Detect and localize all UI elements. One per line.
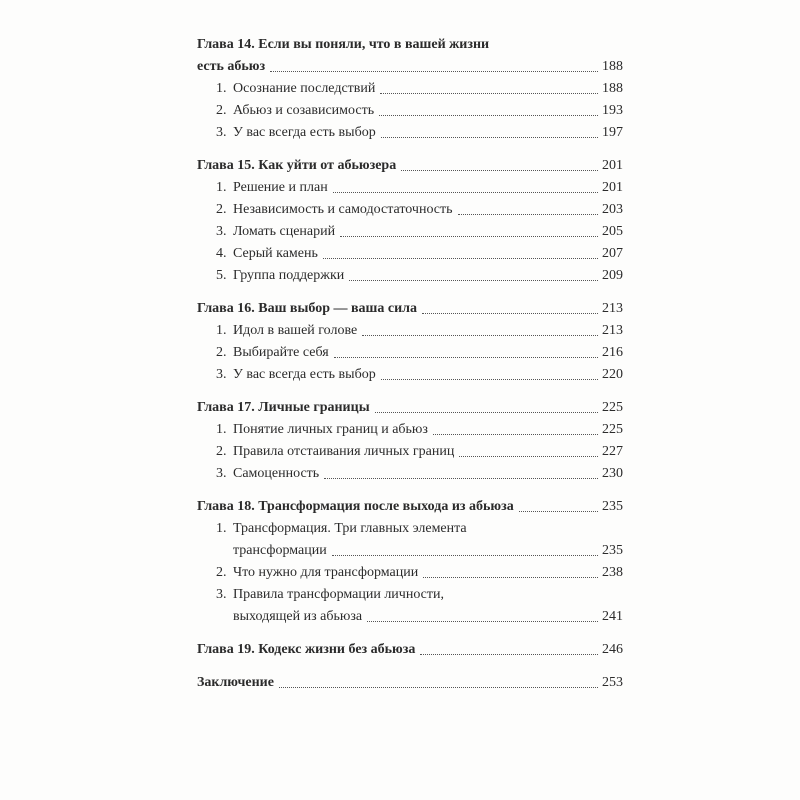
item-label: Идол в вашей голове bbox=[233, 323, 358, 338]
table-of-contents bbox=[197, 34, 623, 705]
toc-item bbox=[197, 243, 623, 265]
toc-item bbox=[197, 100, 623, 122]
page-number: 220 bbox=[602, 367, 623, 382]
toc-item bbox=[197, 419, 623, 441]
item-number: 1. bbox=[216, 521, 227, 536]
page-number: 235 bbox=[602, 499, 623, 514]
item-label: Ломать сценарий bbox=[233, 224, 336, 239]
item-number: 2. bbox=[216, 565, 227, 580]
chapter-title: Глава 16. Ваш выбор — ваша сила bbox=[197, 301, 418, 316]
item-number: 2. bbox=[216, 202, 227, 217]
chapter-title: Глава 15. Как уйти от абьюзера bbox=[197, 158, 397, 173]
page-number: 227 bbox=[602, 444, 623, 459]
page-number: 193 bbox=[602, 103, 623, 118]
page-number: 230 bbox=[602, 466, 623, 481]
dot-leader bbox=[340, 236, 598, 237]
item-label: Осознание последствий bbox=[233, 81, 376, 96]
toc-chapter-17 bbox=[197, 397, 623, 485]
chapter-title: Глава 18. Трансформация после выхода из абьюза bbox=[197, 499, 514, 514]
dot-leader bbox=[380, 93, 598, 94]
dot-leader bbox=[279, 687, 598, 688]
toc-item bbox=[197, 221, 623, 243]
dot-leader bbox=[423, 577, 598, 578]
toc-chapter-15 bbox=[197, 155, 623, 287]
page-number: 197 bbox=[602, 125, 623, 140]
toc-item bbox=[197, 606, 623, 628]
toc-item bbox=[197, 78, 623, 100]
dot-leader bbox=[349, 280, 598, 281]
item-label: Понятие личных границ и абьюз bbox=[233, 422, 428, 437]
chapter-title: есть абьюз bbox=[197, 59, 266, 74]
dot-leader bbox=[270, 71, 598, 72]
page-number: 216 bbox=[602, 345, 623, 360]
dot-leader bbox=[323, 258, 598, 259]
toc-item bbox=[197, 540, 623, 562]
page-number: 203 bbox=[602, 202, 623, 217]
dot-leader bbox=[333, 192, 598, 193]
page-number: 213 bbox=[602, 301, 623, 316]
item-number: 1. bbox=[216, 180, 227, 195]
dot-leader bbox=[422, 313, 598, 314]
item-label: У вас всегда есть выбор bbox=[233, 367, 376, 382]
chapter-title: Заключение bbox=[197, 675, 274, 690]
item-label: Самоценность bbox=[233, 466, 320, 481]
item-number: 2. bbox=[216, 103, 227, 118]
page-number: 201 bbox=[602, 158, 623, 173]
item-number: 4. bbox=[216, 246, 227, 261]
dot-leader bbox=[420, 654, 598, 655]
toc-chapter-entry bbox=[197, 56, 623, 78]
toc-chapter-14 bbox=[197, 34, 623, 144]
toc-item bbox=[197, 342, 623, 364]
item-label: Серый камень bbox=[233, 246, 318, 261]
item-label-line: Правила трансформации личности, bbox=[233, 587, 445, 602]
page-number: 246 bbox=[602, 642, 623, 657]
page-number: 207 bbox=[602, 246, 623, 261]
toc-item bbox=[197, 320, 623, 342]
dot-leader bbox=[324, 478, 598, 479]
dot-leader bbox=[375, 412, 598, 413]
item-number: 1. bbox=[216, 422, 227, 437]
toc-chapter-entry bbox=[197, 155, 623, 177]
page-number: 253 bbox=[602, 675, 623, 690]
item-label: Независимость и самодостаточность bbox=[233, 202, 453, 217]
dot-leader bbox=[519, 511, 598, 512]
chapter-title: Глава 17. Личные границы bbox=[197, 400, 370, 415]
dot-leader bbox=[401, 170, 598, 171]
item-label: выходящей из абьюза bbox=[233, 609, 363, 624]
page-number: 205 bbox=[602, 224, 623, 239]
dot-leader bbox=[381, 379, 598, 380]
toc-item-line bbox=[197, 584, 623, 606]
item-label: У вас всегда есть выбор bbox=[233, 125, 376, 140]
toc-item bbox=[197, 265, 623, 287]
chapter-title: Глава 19. Кодекс жизни без абьюза bbox=[197, 642, 416, 657]
page-number: 201 bbox=[602, 180, 623, 195]
toc-item bbox=[197, 177, 623, 199]
dot-leader bbox=[379, 115, 598, 116]
toc-item bbox=[197, 463, 623, 485]
item-number: 1. bbox=[216, 323, 227, 338]
item-number: 3. bbox=[216, 367, 227, 382]
toc-chapter-entry bbox=[197, 639, 623, 661]
page-number: 188 bbox=[602, 59, 623, 74]
item-label: Что нужно для трансформации bbox=[233, 565, 419, 580]
chapter-title-line: Глава 14. Если вы поняли, что в вашей жизни bbox=[197, 37, 490, 52]
item-number: 1. bbox=[216, 81, 227, 96]
page-number: 241 bbox=[602, 609, 623, 624]
dot-leader bbox=[458, 214, 598, 215]
dot-leader bbox=[334, 357, 598, 358]
page-number: 235 bbox=[602, 543, 623, 558]
toc-item bbox=[197, 199, 623, 221]
toc-item bbox=[197, 122, 623, 144]
toc-chapter-19 bbox=[197, 639, 623, 661]
page-number: 225 bbox=[602, 422, 623, 437]
item-label: Выбирайте себя bbox=[233, 345, 329, 360]
page-number: 213 bbox=[602, 323, 623, 338]
toc-chapter-entry bbox=[197, 397, 623, 419]
toc-conclusion bbox=[197, 672, 623, 694]
item-label-line: Трансформация. Три главных элемента bbox=[233, 521, 467, 536]
toc-item bbox=[197, 562, 623, 584]
item-number: 2. bbox=[216, 444, 227, 459]
dot-leader bbox=[367, 621, 598, 622]
toc-item-line bbox=[197, 518, 623, 540]
item-label: Абьюз и созависимость bbox=[233, 103, 375, 118]
item-label: Правила отстаивания личных границ bbox=[233, 444, 455, 459]
dot-leader bbox=[362, 335, 598, 336]
item-number: 3. bbox=[216, 466, 227, 481]
item-number: 3. bbox=[216, 125, 227, 140]
item-number: 2. bbox=[216, 345, 227, 360]
dot-leader bbox=[381, 137, 598, 138]
item-label: Решение и план bbox=[233, 180, 328, 195]
toc-chapter-16 bbox=[197, 298, 623, 386]
toc-item bbox=[197, 364, 623, 386]
page-number: 188 bbox=[602, 81, 623, 96]
dot-leader bbox=[433, 434, 598, 435]
item-number: 3. bbox=[216, 224, 227, 239]
page-number: 238 bbox=[602, 565, 623, 580]
item-label: Группа поддержки bbox=[233, 268, 345, 283]
dot-leader bbox=[459, 456, 598, 457]
toc-chapter-entry bbox=[197, 672, 623, 694]
page-number: 225 bbox=[602, 400, 623, 415]
item-number: 3. bbox=[216, 587, 227, 602]
toc-chapter-entry bbox=[197, 496, 623, 518]
page-number: 209 bbox=[602, 268, 623, 283]
dot-leader bbox=[332, 555, 598, 556]
toc-item bbox=[197, 441, 623, 463]
toc-chapter-18 bbox=[197, 496, 623, 628]
toc-chapter-entry bbox=[197, 298, 623, 320]
item-label: трансформации bbox=[233, 543, 327, 558]
item-number: 5. bbox=[216, 268, 227, 283]
